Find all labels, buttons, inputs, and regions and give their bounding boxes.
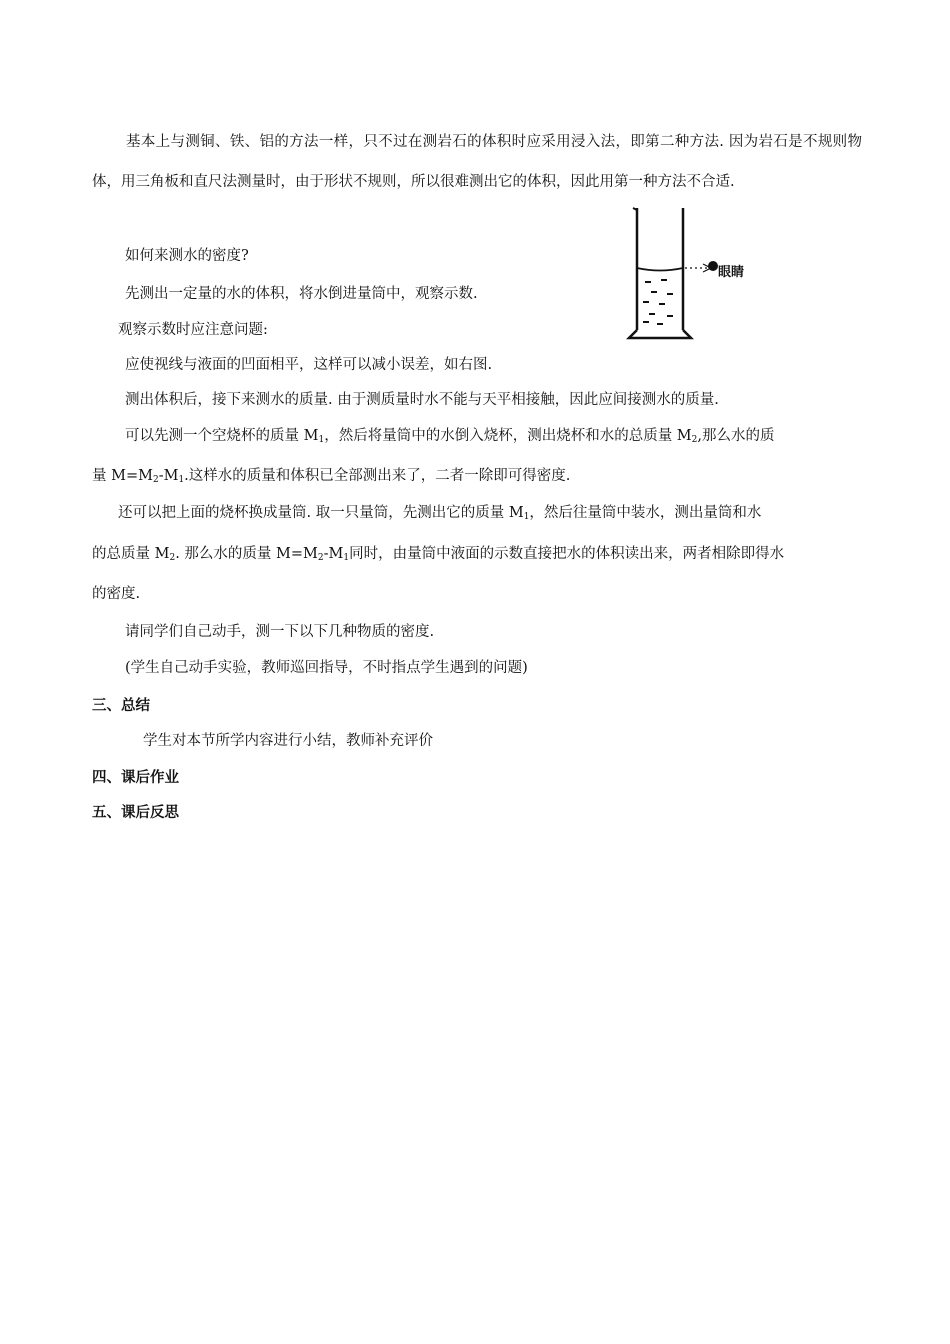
- graduated-cylinder-figure: [625, 202, 795, 347]
- paragraph-rock-method: 基本上与测铜、铁、铝的方法一样，只不过在测岩石的体积时应采用浸入法，即第二种方法. 因为岩石是不规则物体，用三角板和直尺法测量时，由于形状不规则，所以很难测出它的体积，因此用第一种方法不合适.: [92, 134, 862, 190]
- heading-homework: 四、课后作业: [92, 770, 179, 786]
- paragraph-measure-mass: 测出体积后，接下来测水的质量. 由于测质量时水不能与天平相接触，因此应间接测水的质量.: [125, 392, 719, 408]
- paragraph-summary: 学生对本节所学内容进行小结，教师补充评价: [143, 733, 433, 749]
- paragraph-teacher-guidance: (学生自己动手实验，教师巡回指导，不时指点学生遇到的问题): [125, 660, 528, 676]
- eye-label: 眼睛: [718, 265, 745, 280]
- paragraph-water-density-question: 如何来测水的密度?: [125, 248, 249, 264]
- heading-reflection: 五、课后反思: [92, 805, 179, 821]
- paragraph-beaker-method-line2: 量 $M=M_2-M_1$.这样水的质量和体积已全部测出来了，二者一除即可得密度.: [92, 468, 571, 485]
- heading-summary: 三、总结: [92, 698, 150, 714]
- paragraph-measure-volume: 先测出一定量的水的体积，将水倒进量筒中，观察示数.: [125, 286, 478, 302]
- eye-icon: [708, 261, 718, 271]
- paragraph-cylinder-method-line3: 的密度.: [92, 586, 141, 602]
- paragraph-reading-notes: 观察示数时应注意问题:: [118, 322, 268, 338]
- paragraph-student-task: 请同学们自己动手，测一下以下几种物质的密度.: [125, 624, 435, 640]
- cylinder-diagram: [625, 202, 795, 347]
- paragraph-beaker-method-line1: 可以先测一个空烧杯的质量 $M_1$，然后将量筒中的水倒入烧杯，测出烧杯和水的总质量 $M_2$,那么水的质: [125, 428, 775, 445]
- paragraph-cylinder-method-line1: 还可以把上面的烧杯换成量筒. 取一只量筒，先测出它的质量 $M_1$，然后往量筒中装水，测出量筒和水: [118, 505, 762, 522]
- paragraph-cylinder-method-line2: 的总质量 $M_2$. 那么水的质量 $M=M_2-M_1$同时，由量筒中液面的示数直接把水的体积读出来，两者相除即得水: [92, 546, 785, 563]
- paragraph-line-of-sight: 应使视线与液面的凹面相平，这样可以减小误差，如右图.: [125, 357, 493, 373]
